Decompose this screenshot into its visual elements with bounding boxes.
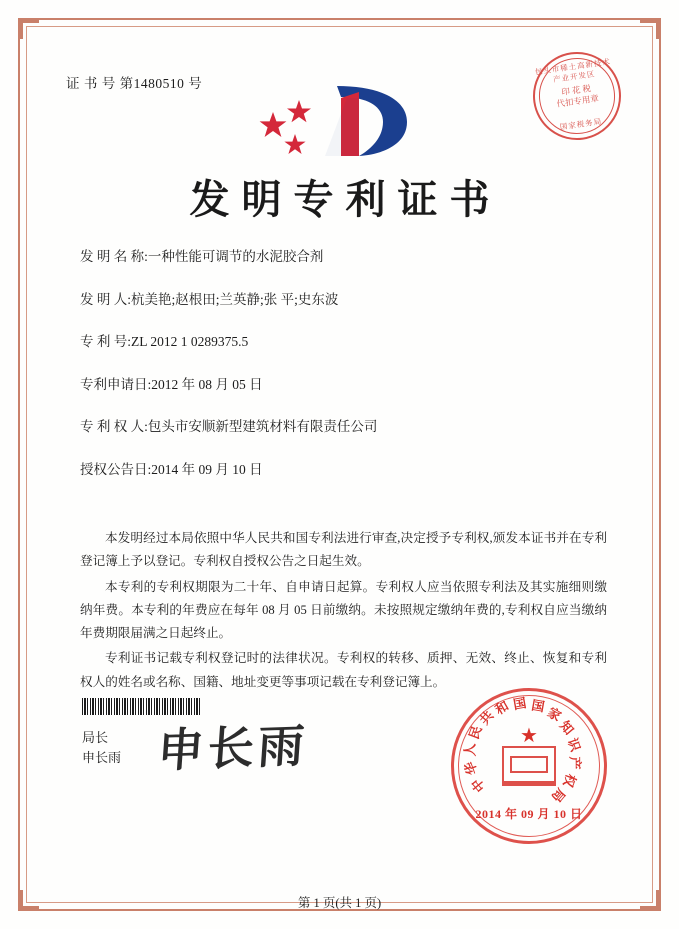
- field-list: [80, 245, 609, 500]
- round-stamp-arc-char: 国: [512, 695, 528, 713]
- field-value: 一种性能可调节的水泥胶合剂: [147, 249, 324, 264]
- field-label: 授权公告日:: [80, 461, 152, 477]
- field-inventors: [80, 288, 609, 308]
- certificate-number: [66, 72, 202, 92]
- field-value: 包头市安顺新型建筑材料有限责任公司: [147, 419, 378, 434]
- field-application-date: [80, 373, 609, 393]
- round-stamp-date: 2014 年 09 月 10 日: [475, 807, 583, 821]
- field-label: 发 明 人:: [80, 291, 132, 307]
- field-value: 2014 年 09 月 10 日: [151, 461, 263, 477]
- round-stamp-arc-char: 中: [468, 775, 489, 796]
- tax-stamp-arc-bottom: 国家税务局: [559, 116, 603, 132]
- official-round-stamp: [451, 688, 607, 844]
- legal-paragraph-1: 本发明经过本局依照中华人民共和国专利法进行审查,决定授予专利权,颁发本证书并在专利登记簿上予以登记。专利权自授权公告之日起生效。: [80, 531, 607, 569]
- field-value: 杭美艳;赵根田;兰英静;张 平;史东波: [131, 291, 339, 307]
- round-stamp-arc-char: 产: [567, 756, 583, 770]
- star-icon: ★: [520, 725, 538, 747]
- tax-stamp-arc-top: 包头市稀土高新技术产业开发区: [534, 57, 612, 85]
- corner-ornament-top-right: [640, 18, 661, 39]
- round-stamp-arc-char: 民: [466, 723, 485, 742]
- certificate-number-label: 证 书 号: [66, 76, 116, 91]
- field-label: 专 利 权 人:: [80, 419, 148, 434]
- legal-paragraph-3: 专利证书记载专利权登记时的法律状况。专利权的转移、质押、无效、终止、恢复和专利权人的姓名或名称、国籍、地址变更等事项记载在专利登记簿上。: [80, 651, 607, 689]
- certificate-number-value: 第1480510 号: [119, 76, 203, 91]
- sipo-logo-graphic: [255, 78, 425, 162]
- round-stamp-arc-char: 人: [462, 743, 478, 757]
- round-stamp-arc-char: 知: [556, 717, 577, 738]
- field-invention-name: [80, 245, 609, 265]
- field-patentee: [80, 415, 609, 435]
- round-stamp-arc-char: 国: [530, 697, 546, 715]
- certificate-content: [40, 40, 639, 889]
- barcode: [82, 698, 200, 715]
- tax-stamp-middle-text: 印 花 税 代扣专用章: [555, 82, 600, 109]
- field-value: ZL 2012 1 0289375.5: [131, 334, 249, 349]
- tax-stamp: [527, 46, 626, 145]
- round-stamp-arc-char: 权: [560, 771, 579, 790]
- page-title: 发明专利证书: [189, 177, 502, 222]
- field-label: 发 明 名 称:: [80, 249, 148, 264]
- corner-ornament-top-left: [18, 18, 39, 39]
- round-stamp-arc-char: 和: [492, 698, 512, 718]
- round-stamp-arc-char: 共: [476, 707, 497, 728]
- round-stamp-arc-char: 华: [461, 759, 481, 778]
- field-grant-announcement-date: [80, 458, 609, 478]
- handwritten-signature: 申长雨: [155, 720, 310, 777]
- field-label: 专 利 号:: [80, 334, 132, 349]
- round-stamp-arc-char: 局: [548, 785, 569, 806]
- field-label: 专利申请日:: [80, 376, 152, 392]
- field-value: 2012 年 08 月 05 日: [151, 376, 263, 392]
- field-patent-number: [80, 330, 609, 350]
- signature-name: 申长雨: [82, 750, 122, 766]
- legal-body-text: [80, 527, 607, 696]
- round-stamp-arc-char: 识: [564, 735, 584, 754]
- round-stamp-arc-char: 家: [544, 704, 564, 725]
- signature-block: [82, 728, 121, 768]
- signature-role-label: 局长: [82, 730, 109, 745]
- page-footer: 第 1 页(共 1 页): [297, 896, 382, 910]
- legal-paragraph-2: 本专利的专利权期限为二十年、自申请日起算。专利权人应当依照专利法及其实施细则缴纳年费。本专利的年费应在每年 08 月 05 日前缴纳。未按照规定缴纳年费的,专利权自应当缴纳年费期限届满之日起终止。: [80, 579, 607, 641]
- sipo-logo: [255, 78, 425, 162]
